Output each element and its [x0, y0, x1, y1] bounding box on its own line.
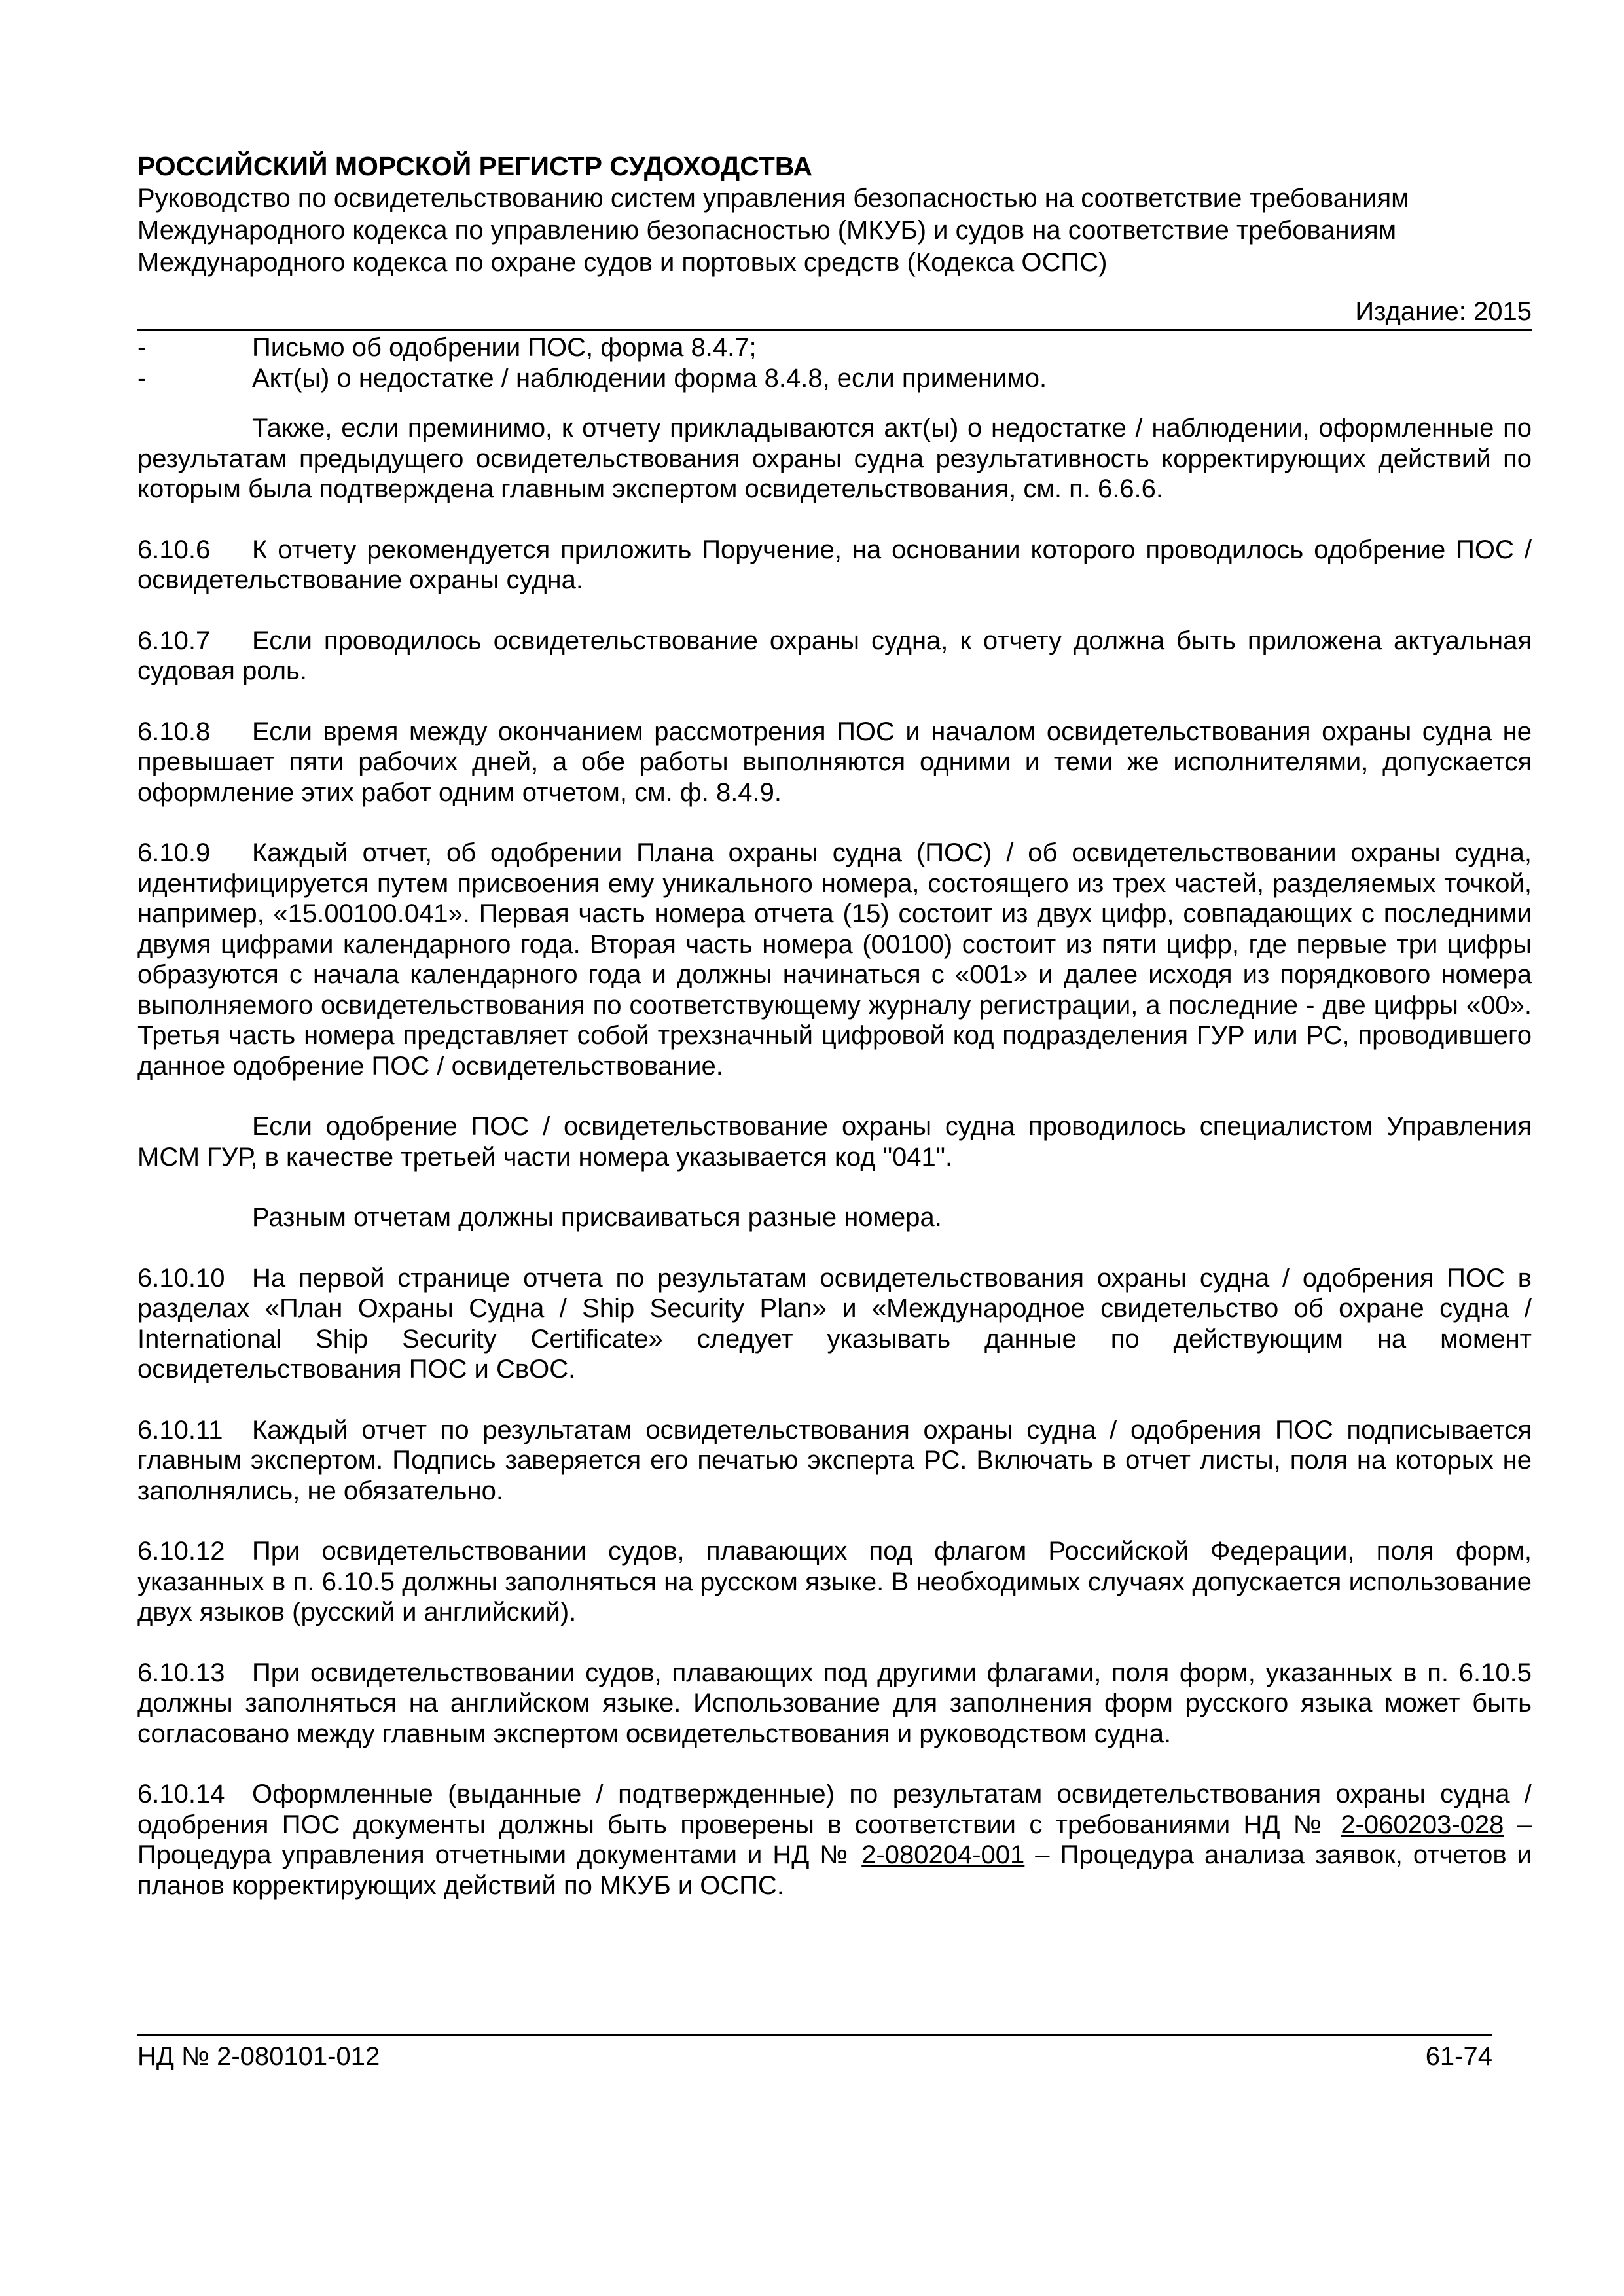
list-item-text: Письмо об одобрении ПОС, форма 8.4.7;	[252, 333, 757, 362]
section-number: 6.10.8	[137, 717, 211, 746]
footer-divider	[137, 2034, 1492, 2036]
section-text: Каждый отчет, об одобрении Плана охраны судна (ПОС) / об освидетельствовании охраны судна, идентифицируется путем присвоения ему уникального номера, состоящего из трех частей, разделяемых точкой, например, «15.00100.041». Первая часть номера отчета (15) состоит из двух цифр, совпадающих с последними двумя цифрами календарного года. Вторая часть номера (00100) состоит из пяти цифр, где первые три цифры образуются с начала календарного года и должны начинаться с «001» и далее исходя из порядкового номера выполняемого освидетельствования по соответствующему журналу регистрации, а последние - две цифры «00». Третья часть номера представляет собой трехзначный цифровой код подразделения ГУР или РС, проводившего данное одобрение ПОС / освидетельствование.	[137, 838, 1532, 1081]
list-dash: -	[137, 363, 147, 393]
section-number: 6.10.6	[137, 535, 211, 564]
section-6-10-6	[137, 535, 1532, 596]
section-text: Если проводилось освидетельствование охраны судна, к отчету должна быть приложена актуальная судовая роль.	[137, 626, 1532, 685]
document-body	[137, 332, 1532, 1931]
paragraph-msm: Если одобрение ПОС / освидетельствование охраны судна проводилось специалистом Управления МСМ ГУР, в качестве третьей части номера указывается код "041".	[137, 1112, 1532, 1172]
paragraph-also: Также, если преминимо, к отчету прикладываются акт(ы) о недостатке / наблюдении, оформленные по результатам предыдущего освидетельствования охраны судна результативность корректирующих действий по которым была подтверждена главным экспертом освидетельствования, см. п. 6.6.6.	[137, 414, 1532, 503]
list-dash: -	[137, 333, 147, 362]
section-number: 6.10.14	[137, 1780, 225, 1808]
section-6-10-8	[137, 717, 1532, 808]
subtitle-line: Международного кодекса по охране судов и портовых средств (Кодекса ОСПС)	[137, 248, 1108, 277]
header-divider	[137, 329, 1532, 331]
section-text: Если время между окончанием рассмотрения ПОС и началом освидетельствования охраны судна не превышает пяти рабочих дней, а обе работы выполняются одними и теми же исполнителями, допускается оформление этих работ одним отчетом, см. ф. 8.4.9.	[137, 717, 1532, 807]
document-number: НД № 2-080101-012	[137, 2042, 380, 2071]
section-number: 6.10.11	[137, 1415, 223, 1444]
section-text: – Процедура анализа заявок, отчетов и планов корректирующих действий по МКУБ и ОСПС.	[137, 1840, 1532, 1900]
edition-label: Издание: 2015	[1355, 297, 1532, 326]
page-footer	[137, 2041, 1492, 2072]
organization-title: РОССИЙСКИЙ МОРСКОЙ РЕГИСТР СУДОХОДСТВА	[137, 151, 813, 181]
page-number: 61-74	[1425, 2042, 1492, 2071]
section-text: На первой странице отчета по результатам освидетельствования охраны судна / одобрения ПОС в разделах «План Охраны Судна / Ship Security Plan» и «Международное свидетельство об охране судна / International Ship Security Certificate» следует указывать данные по действующим на момент освидетельствования ПОС и СвОС.	[137, 1263, 1532, 1384]
section-text: Оформленные (выданные / подтвержденные) по результатам освидетельствования охраны судна / одобрения ПОС документы должны быть проверены в соответствии с требованиями НД №	[137, 1780, 1532, 1839]
section-6-10-9	[137, 838, 1532, 1081]
section-number: 6.10.12	[137, 1537, 225, 1566]
section-6-10-12	[137, 1536, 1532, 1628]
subtitle-line: Международного кодекса по управлению безопасностью (МКУБ) и судов на соответствие требованиям	[137, 216, 1397, 245]
section-6-10-10	[137, 1263, 1532, 1385]
section-6-10-14	[137, 1779, 1532, 1901]
section-6-10-11	[137, 1415, 1532, 1507]
section-number: 6.10.10	[137, 1263, 225, 1293]
list-item	[137, 332, 1532, 363]
section-text: – Процедура управления отчетными документами и НД №	[137, 1810, 1532, 1869]
section-text: К отчету рекомендуется приложить Поручение, на основании которого проводилось одобрение ПОС / освидетельствование охраны судна.	[137, 535, 1532, 594]
list-item-text: Акт(ы) о недостатке / наблюдении форма 8.4.8, если применимо.	[252, 363, 1047, 393]
page-header	[137, 151, 1532, 279]
section-text: При освидетельствовании судов, плавающих под другими флагами, поля форм, указанных в п. 6.10.5 должны заполняться на английском языке. Использование для заполнения форм русского языка может быть согласовано между главным экспертом освидетельствования и руководством судна.	[137, 1658, 1532, 1748]
section-6-10-13	[137, 1658, 1532, 1749]
section-text: Каждый отчет по результатам освидетельствования охраны судна / одобрения ПОС подписывается главным экспертом. Подпись заверяется его печатью эксперта РС. Включать в отчет листы, поля на которых не заполнялись, не обязательно.	[137, 1415, 1532, 1505]
section-number: 6.10.13	[137, 1658, 225, 1687]
paragraph-different-numbers: Разным отчетам должны присваиваться разные номера.	[252, 1203, 942, 1232]
list-item	[137, 363, 1532, 394]
document-link-2-080204-001[interactable]: 2-080204-001	[861, 1840, 1025, 1869]
section-number: 6.10.9	[137, 838, 211, 867]
document-link-2-060203-028[interactable]: 2-060203-028	[1341, 1810, 1504, 1839]
section-6-10-7	[137, 626, 1532, 687]
section-text: При освидетельствовании судов, плавающих под флагом Российской Федерации, поля форм, указанных в п. 6.10.5 должны заполняться на русском языке. В необходимых случаях допускается использование двух языков (русский и английский).	[137, 1537, 1532, 1626]
section-number: 6.10.7	[137, 626, 211, 655]
subtitle-line: Руководство по освидетельствованию систем управления безопасностью на соответствие требованиям	[137, 184, 1409, 213]
